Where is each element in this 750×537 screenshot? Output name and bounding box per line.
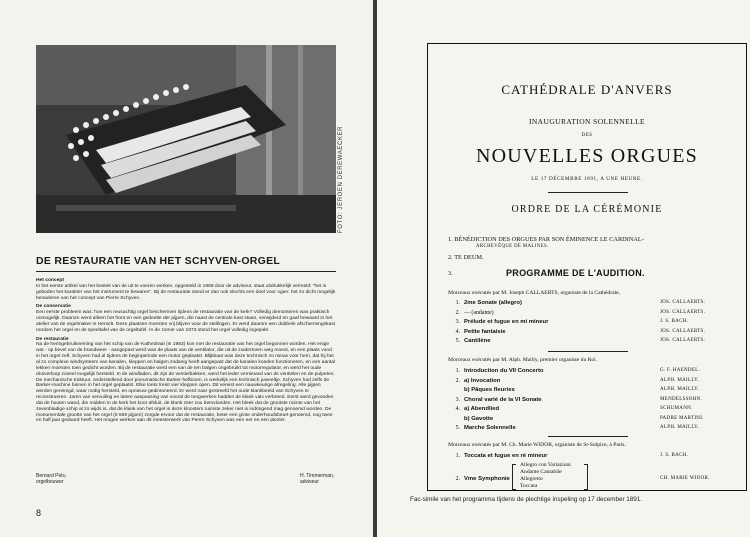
- article-body: [36, 275, 336, 424]
- section-text: Een eerste probleem was: hoe een reusachtig orgel beschermen tijdens de restauratie van de kerk? Volledig demonteren was praktisch onmogelijk. Daarom werd alleen het front en een gedeelte der pijpen, die naast de centrale kast staan, verwijderd en gaaf bewaard in het atelier van de orgelmaker in Herselt. Deze plaatsen moesten vrij blijven voor de stellingen. Er werd daarom een dubbele afschermingskast rondom het orgel en de speeltafel van de orgeltafel. In de zomer van 1973 stond het orgel volledig ingepakt.: [36, 310, 336, 333]
- signature-organ-builder: [36, 473, 66, 485]
- organ-console-photo: [36, 45, 336, 233]
- movements-bracket-right: [584, 464, 588, 490]
- movements-bracket-left: [512, 464, 516, 490]
- right-page: [377, 0, 750, 537]
- piece-title: Petite fantaisie: [464, 328, 506, 335]
- piece-composer: J. S. BACH.: [660, 453, 689, 458]
- symphonie-movements: [520, 462, 571, 490]
- piece-composer: JOS. CALLAERTS.: [660, 328, 706, 334]
- piece-composer: JOS. CALLAERTS.: [660, 338, 706, 343]
- signature-name: H. Timmerman,: [300, 473, 335, 479]
- section-heading: De restauratie: [36, 336, 69, 342]
- orgues-title: NOUVELLES ORGUES: [476, 145, 698, 167]
- program-piece-row: [446, 319, 746, 327]
- des-line: DES: [581, 133, 593, 138]
- facsimile-caption: Fac-simile van het programma tijdens de plechtige inspeling op 17 december 1891.: [410, 496, 643, 503]
- programme-title: PROGRAMME DE L'AUDITION.: [506, 268, 645, 278]
- symphonie-composer: CH. MARIE WIDOR.: [660, 476, 710, 481]
- photo-credit: FOTO: JEROEN DEREWAECKER: [338, 125, 344, 233]
- performer-line: Morceaux exécutés par M. Ch. Marie WIDOR, organiste de St-Sulpice, à Paris.: [448, 442, 626, 448]
- page-number: 8: [36, 508, 42, 518]
- program-piece-row: [446, 416, 746, 424]
- piece-composer: MENDELSSOHN.: [660, 396, 703, 402]
- piece-title: 2me Sonate (allegro): [464, 300, 522, 306]
- program-piece-row: [446, 368, 746, 376]
- piece-title: Cantilène: [464, 338, 491, 344]
- signature-role: orgelbouwer: [36, 479, 64, 485]
- program-piece-row: [446, 338, 746, 346]
- movement: Allegro con Variazioni: [520, 462, 571, 468]
- piece-title: — (andante): [464, 309, 494, 316]
- piece-title: a) Invocation: [464, 377, 501, 384]
- piece-title: Vme Symphonie: [464, 476, 510, 482]
- piece-title: b) Pâques fleuries: [464, 387, 515, 393]
- piece-composer: J. S. BACH.: [660, 319, 689, 324]
- divider: [548, 351, 628, 352]
- program-piece-row: [446, 300, 746, 308]
- piece-composer: SCHUMANN.: [660, 406, 693, 411]
- signature-advisor: [300, 473, 334, 485]
- section-heading: Het concept: [36, 278, 64, 283]
- piece-number: 2.: [455, 476, 460, 482]
- piece-number: 1.: [455, 300, 460, 306]
- ceremony-order-title: ORDRE DE LA CÉRÉMONIE: [511, 204, 663, 215]
- section-heading: De conservatie: [36, 304, 71, 310]
- ceremony-item: [448, 236, 644, 243]
- piece-number: 1.: [455, 453, 460, 459]
- left-page: [0, 0, 373, 537]
- movement: Toccata: [520, 483, 538, 489]
- date-line: LE 17 DÉCEMBRE 1891, A UNE HEURE.: [531, 176, 643, 182]
- piece-number: 4.: [455, 328, 460, 335]
- performer-line: Morceaux exécutés par M. Joseph CALLAERTS, organiste de la Cathédrale,: [448, 290, 620, 296]
- item-text: BÉNÉDICTION DES ORGUES PAR SON ÉMINENCE LE CARDINAL-: [454, 236, 644, 243]
- piece-composer: JOS. CALLAERTS.: [660, 300, 706, 305]
- signature-name: Bernard Pels,: [36, 473, 67, 479]
- ceremony-item-number: 3.: [448, 270, 453, 277]
- piece-title: Introduction du VII Concerto: [464, 368, 544, 374]
- program-piece-row: [446, 329, 746, 337]
- piece-number: 5.: [455, 338, 460, 344]
- ceremony-item: [448, 254, 484, 261]
- piece-number: 5.: [455, 425, 460, 431]
- piece-title: Toccata et fugue en ré mineur: [464, 453, 548, 459]
- ceremony-item-continued: ARCHEVÊQUE DE MALINES.: [476, 244, 549, 249]
- piece-number: 2.: [455, 309, 460, 316]
- item-text: TE DEUM.: [454, 254, 484, 261]
- piece-number: 4.: [455, 406, 460, 412]
- item-number: 2.: [448, 254, 453, 261]
- piece-composer: ALPH. MAILLY.: [660, 377, 700, 383]
- piece-title: Choral varié de la VI Sonate: [464, 396, 542, 403]
- section-text: Na de heringebruikneming van het schip van de Kathedraal (in 1983) kon met de restauratie van het orgel begonnen worden. Het enige wat - op bevel van de brandweer - aangepast werd was de plaats van de ventilator, die uit de zuidertoren weg moest, en een plaats vond in het orgel zelf. Schyven had al tijdens de beginperiode een motor geplaatst. Blijkbaar was deze technisch zo nieuw voor hem, dat hij het al zo complexe windsysteem van kanalen, kleppen en balgen zodanig heeft aangepast dat de kanalen konden functioneren, en een aantal lekken moesten toen gedicht worden. Bij de restauratie werd een van de ten balgen ongebruikt tot motorregulator, en werd het oude druiverloop zoveel mogelijk hersteld. In de windladen, dit zijn de ventielbakken, werd het leder vernieuwd van de ventielen en de pulpeten. De mechanische traktuur, onderstellend door pneumatische Barker-hefboom, is werkelijk een technisch juweeltje. Schyven had zelfs de Barker-machine binnen in het orgel geplaatst. Elke toets treint vier kleppen open. Dit vereist een nauwkeurige afregeling. Alle pijpen werden gereinigd, waar nodig hersteld, en opnieuw gedintoneerd. Er werd naar gestreefd het oude klankbeeld van Schyven te reconstrueren. Jaren van vervuiling en latere aanpassing van vooral de tongwerken hadden de klank vals verbreed. Eerst werd gevonden dat de houten wand, die midden in de kerk het koor afsluit, de klank zeer zou beïnvloeden. Het bleek dat de grootste ruimte van het zevenbladige schip al zo wijds is, dat de klank van het orgel in deze kloosters ruimste zeker niet is indringend mag genoemd worden. De monumentale grootte van het orgel (5 569 pijpen) zorgde ervoor dat de restauratie, beter een grote onderhoudsbeurt genoemd, nog twee en half jaar geduurd heeft. Het mogen werken aan dit meesterwerk van Pierre Schyven was een eer en een plezier.: [36, 342, 336, 424]
- piece-title: a) Abendlied: [464, 406, 500, 412]
- program-piece-row: [446, 453, 746, 461]
- article-title: DE RESTAURATIE VAN HET SCHYVEN-ORGEL: [36, 255, 336, 272]
- piece-composer: ALPH. MAILLY.: [660, 387, 700, 392]
- piece-composer: PADRE MARTINI.: [660, 415, 704, 421]
- program-piece-row: [446, 387, 746, 395]
- program-facsimile: [427, 43, 747, 491]
- piece-composer: ALPH. MAILLY.: [660, 425, 700, 430]
- piece-number: 3.: [455, 319, 460, 325]
- section-text: In het eerste artikel van het bestek van de uit te voeren werken, opgesteld in 1969 door de adviseur, staat uitdrukkelijk vermeld: "het is geboden het karakter van het instrument te bewaren". Bij de restauratie stond er dan ook slechts een doel voor ogen: het zo dicht mogelijk benaderen van het concept van Pierre Schyven.: [36, 283, 336, 301]
- cathedral-title: CATHÉDRALE D'ANVERS: [501, 82, 673, 97]
- program-piece-row: [446, 310, 746, 318]
- program-piece-row: [446, 397, 746, 405]
- piece-title: b) Gavotte: [464, 415, 494, 422]
- piece-composer: G. F. HAENDEL.: [660, 368, 701, 373]
- signature-role: adviseur: [300, 479, 319, 485]
- piece-title: Marche Solennelle: [464, 425, 516, 431]
- item-number: 1.: [448, 236, 453, 243]
- piece-composer: JOS. CALLAERTS.: [660, 309, 706, 315]
- divider: [548, 192, 628, 193]
- program-piece-row: [446, 378, 746, 386]
- movement: Allegretto: [520, 476, 543, 482]
- program-piece-row: [446, 406, 746, 414]
- piece-number: 1.: [455, 368, 460, 374]
- performer-line: Morceaux exécutés par M. Alph. Mailly, premier organiste du Roi.: [448, 357, 598, 363]
- inauguration-line: INAUGURATION SOLENNELLE: [528, 117, 646, 126]
- program-piece-row: [446, 425, 746, 433]
- piece-title: Prélude et fugue en mi mineur: [464, 319, 549, 325]
- piece-number: 2.: [455, 377, 460, 384]
- divider: [548, 436, 628, 437]
- piece-number: 3.: [455, 396, 460, 403]
- movement: Andante Cantabile: [520, 469, 562, 475]
